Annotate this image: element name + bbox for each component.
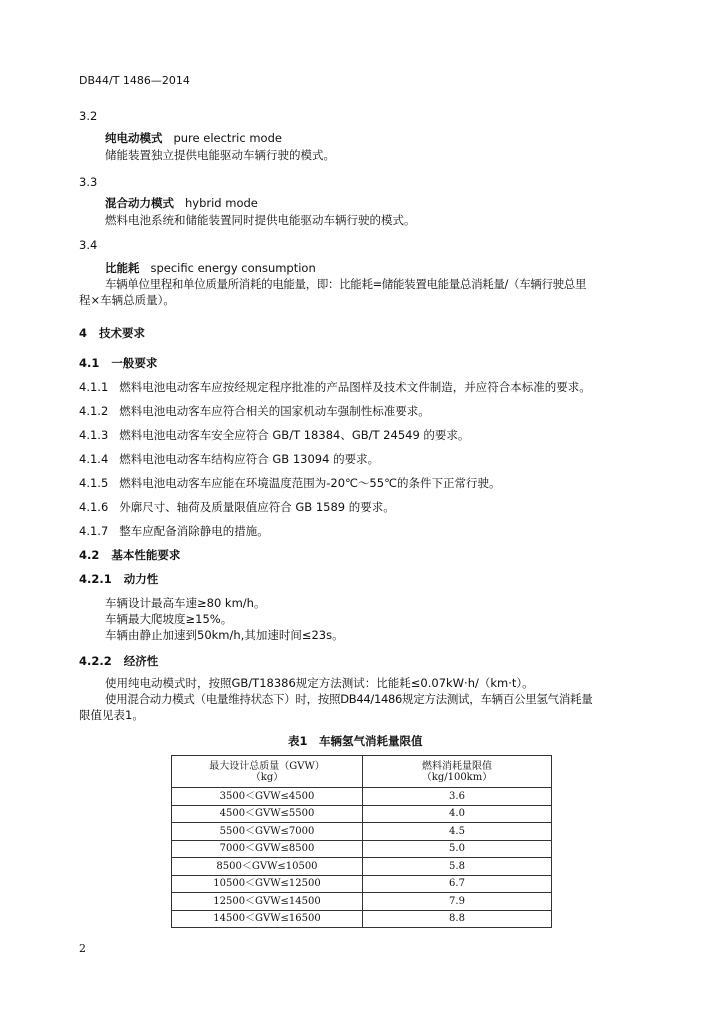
clause-number: 4.1.7: [79, 524, 109, 538]
clause-number: 4.1.4: [79, 452, 109, 466]
gvw-range-cell: 12500＜GVW≤14500: [172, 893, 363, 911]
clause-text: 燃料电池电动客车安全应符合 GB/T 18384、GB/T 24549 的要求。: [119, 428, 470, 442]
term-definition: 燃料电池系统和储能装置同时提供电能驱动车辆行驶的模式。: [105, 213, 416, 227]
clause-number: 4.1.6: [79, 500, 109, 514]
limit-value-cell: 4.0: [363, 805, 552, 823]
clause-text: 整车应配备消除静电的措施。: [119, 524, 269, 538]
clause-number: 4.1.5: [79, 476, 109, 490]
section-heading: [79, 326, 145, 340]
section-title: 技术要求: [99, 326, 146, 340]
clause-text: 燃料电池电动客车应能在环境温度范围为-20℃～55℃的条件下正常行驶。: [119, 476, 501, 490]
clause-title: 经济性: [123, 654, 159, 668]
gvw-range-cell: 10500＜GVW≤12500: [172, 875, 363, 893]
clause-item: [79, 476, 500, 490]
clause-text: 燃料电池电动客车应符合相关的国家机动车强制性标准要求。: [119, 404, 430, 418]
term-number: 3.3: [79, 175, 98, 189]
term-english: hybrid mode: [184, 196, 258, 210]
limit-value-cell: 4.5: [363, 823, 552, 841]
subsection-heading: [79, 356, 157, 370]
term-definition: 储能装置独立提供电能驱动车辆行驶的模式。: [105, 148, 335, 162]
clause-number: 4.2.1: [79, 572, 112, 586]
table-header-row: [172, 756, 552, 788]
header-unit: （kg）: [250, 771, 284, 783]
term-english: pure electric mode: [173, 131, 282, 145]
limit-value-cell: 8.8: [363, 910, 552, 928]
clause-heading: [79, 572, 158, 586]
table-row: [172, 840, 552, 858]
consumption-limit-table: [171, 755, 552, 928]
term-title-line: [105, 261, 316, 275]
clause-number: 4.1.3: [79, 428, 109, 442]
table-row: [172, 910, 552, 928]
gvw-range-cell: 4500＜GVW≤5500: [172, 805, 363, 823]
limit-value-cell: 3.6: [363, 788, 552, 806]
clause-item: [79, 428, 469, 442]
header-unit: （kg/100km）: [421, 771, 493, 783]
clause-item: [79, 380, 591, 394]
clause-title: 动力性: [123, 572, 159, 586]
clause-item: [79, 452, 379, 466]
clause-item: [79, 404, 430, 418]
term-name: 比能耗: [105, 261, 140, 275]
subsection-heading: [79, 548, 180, 562]
term-name: 混合动力模式: [105, 196, 174, 210]
limit-value-cell: 6.7: [363, 875, 552, 893]
body-line: 使用混合动力模式（电量维持状态下）时，按照DB44/1486规定方法测试，车辆百公里氢气消耗量: [105, 692, 593, 706]
body-line: 限值见表1。: [79, 708, 144, 722]
term-name: 纯电动模式: [105, 131, 163, 145]
gvw-range-cell: 8500＜GVW≤10500: [172, 858, 363, 876]
page-number: 2: [79, 942, 86, 955]
gvw-range-cell: 5500＜GVW≤7000: [172, 823, 363, 841]
body-line: 车辆最大爬坡度≥15%。: [105, 612, 233, 626]
term-english: specific energy consumption: [150, 261, 316, 275]
subsection-number: 4.1: [79, 356, 100, 370]
gvw-range-cell: 14500＜GVW≤16500: [172, 910, 363, 928]
subsection-number: 4.2: [79, 548, 100, 562]
clause-item: [79, 524, 269, 538]
header-line: 燃料消耗量限值: [422, 760, 492, 772]
term-number: 3.4: [79, 238, 98, 252]
doc-code-header: DB44/T 1486—2014: [79, 74, 190, 87]
body-line: 车辆由静止加速到50km/h,其加速时间≤23s。: [105, 628, 344, 642]
gvw-range-cell: 3500＜GVW≤4500: [172, 788, 363, 806]
table-caption: 表1 车辆氢气消耗量限值: [288, 734, 423, 748]
body-line: 使用纯电动模式时，按照GB/T18386规定方法测试：比能耗≤0.07kW·h/（km·t）。: [105, 676, 534, 690]
limit-value-cell: 7.9: [363, 893, 552, 911]
clause-number: 4.1.1: [79, 380, 109, 394]
body-line: 车辆设计最高车速≥80 km/h。: [105, 596, 266, 610]
term-definition: 车辆单位里程和单位质量所消耗的电能量，即：比能耗=储能装置电能量总消耗量/（车辆行驶总里: [105, 277, 587, 291]
table-row: [172, 875, 552, 893]
limit-value-cell: 5.0: [363, 840, 552, 858]
table-row: [172, 893, 552, 911]
gvw-range-cell: 7000＜GVW≤8500: [172, 840, 363, 858]
table-row: [172, 858, 552, 876]
table-row: [172, 788, 552, 806]
section-number: 4: [79, 326, 88, 340]
clause-item: [79, 500, 395, 514]
clause-number: 4.1.2: [79, 404, 109, 418]
clause-text: 燃料电池电动客车结构应符合 GB 13094 的要求。: [119, 452, 380, 466]
term-definition-cont: 程×车辆总质量）。: [79, 293, 175, 307]
column-header-gvw: [172, 756, 363, 788]
term-title-line: [105, 131, 282, 145]
table-row: [172, 823, 552, 841]
clause-text: 燃料电池电动客车应按经规定程序批准的产品图样及技术文件制造，并应符合本标准的要求。: [119, 380, 591, 394]
table-row: [172, 805, 552, 823]
limit-value-cell: 5.8: [363, 858, 552, 876]
column-header-limit: [363, 756, 552, 788]
clause-heading: [79, 654, 158, 668]
subsection-title: 一般要求: [111, 356, 158, 370]
header-line: 最大设计总质量（GVW）: [209, 760, 325, 772]
subsection-title: 基本性能要求: [111, 548, 181, 562]
term-number: 3.2: [79, 109, 98, 123]
clause-number: 4.2.2: [79, 654, 112, 668]
term-title-line: [105, 196, 258, 210]
clause-text: 外廓尺寸、轴荷及质量限值应符合 GB 1589 的要求。: [119, 500, 395, 514]
